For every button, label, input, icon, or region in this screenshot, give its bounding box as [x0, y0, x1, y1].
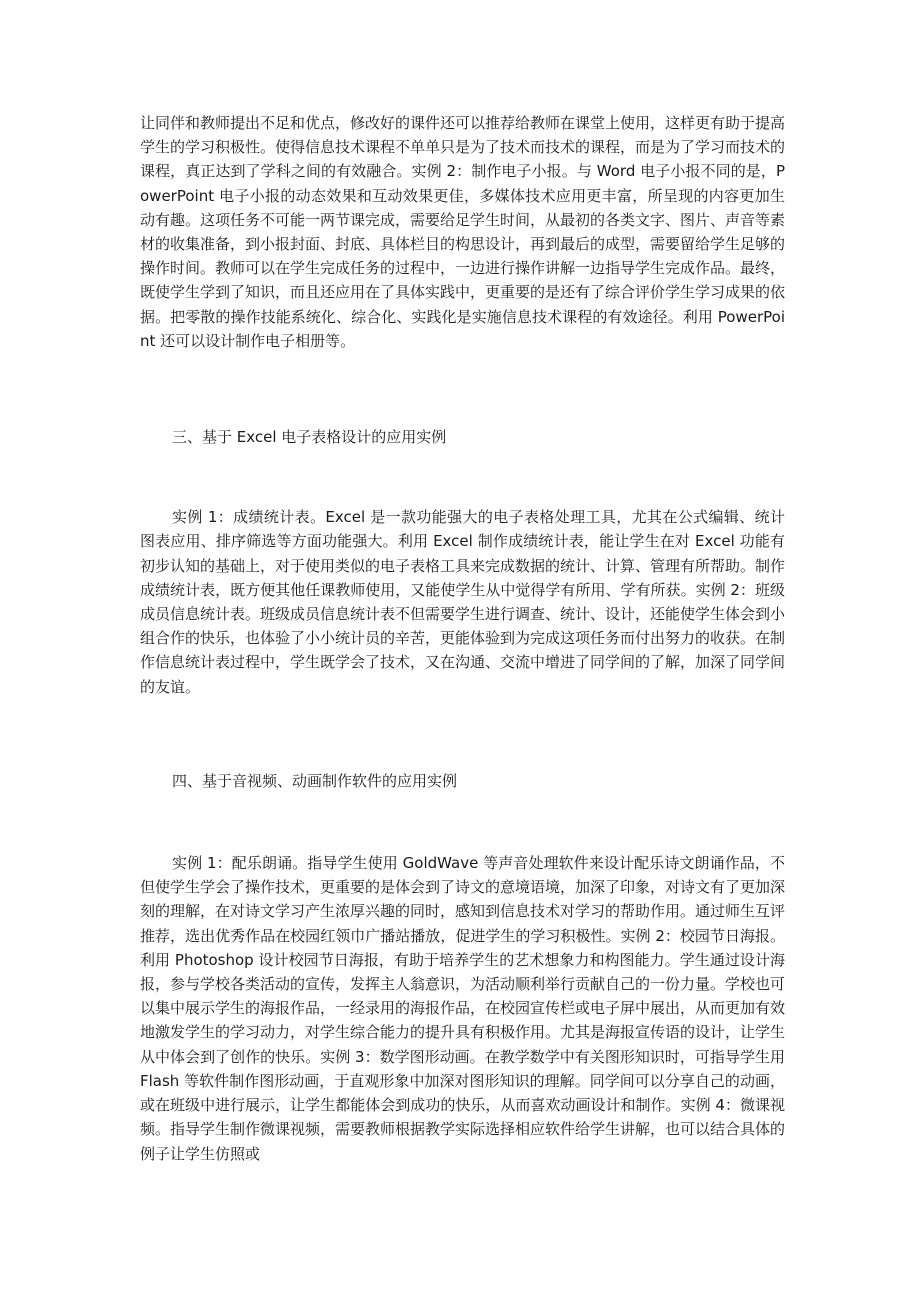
- paragraph-powerpoint-examples: 让同伴和教师提出不足和优点，修改好的课件还可以推荐给教师在课堂上使用，这样更有助于提高学生的学习积极性。使得信息技术课程不单单只是为了技术而技术的课程，而是为了学习而技术的课程，真正达到了学科之间的有效融合。实例 2：制作电子小报。与 Word 电子小报不同的是，PowerPoint 电子小报的动态效果和互动效果更佳，多媒体技术应用更丰富，所呈现的内容更加生动有趣。这项任务不可能一两节课完成，需要给足学生时间，从最初的各类文字、图片、声音等素材的收集准备，到小报封面、封底、具体栏目的构思设计，再到最后的成型，需要留给学生足够的操作时间。教师可以在学生完成任务的过程中，一边进行操作讲解一边指导学生完成作品。最终，既使学生学到了知识，而且还应用在了具体实践中，更重要的是还有了综合评价学生学习成果的依据。把零散的操作技能系统化、综合化、实践化是实施信息技术课程的有效途径。利用 PowerPoint 还可以设计制作电子相册等。: [140, 114, 786, 350]
- section-spacer: [140, 793, 785, 851]
- paragraph-media-examples: 实例 1：配乐朗诵。指导学生使用 GoldWave 等声音处理软件来设计配乐诗文朗诵作品，不但使学生学会了操作技术，更重要的是体会到了诗文的意境语境，加深了印象，对诗文有了更加深刻的理解，在对诗文学习产生浓厚兴趣的同时，感知到信息技术对学习的帮助作用。通过师生互评推荐，选出优秀作品在校园红领巾广播站播放，促进学生的学习积极性。实例 2：校园节日海报。利用 Photoshop 设计校园节日海报，有助于培养学生的艺术想象力和构图能力。学生通过设计海报，参与学校各类活动的宣传，发挥主人翁意识，为活动顺利举行贡献自己的一份力量。学校也可以集中展示学生的海报作品，一经录用的海报作品，在校园宣传栏或电子屏中展出，从而更加有效地激发学生的学习动力，对学生综合能力的提升具有积极作用。尤其是海报宣传语的设计，让学生从中体会到了创作的快乐。实例 3：数学图形动画。在教学数学中有关图形知识时，可指导学生用 Flash 等软件制作图形动画，于直观形象中加深对图形知识的理解。同学间可以分享自己的动画，或在班级中进行展示，让学生都能体会到成功的快乐，从而喜欢动画设计和制作。实例 4：微课视频。指导学生制作微课视频，需要教师根据教学实际选择相应软件给学生讲解，也可以结合具体的例子让学生仿照或: [140, 854, 786, 1163]
- section-spacer: [140, 449, 785, 505]
- document-body: [140, 111, 785, 1166]
- section-spacer: [140, 699, 785, 769]
- paragraph-excel-examples: 实例 1：成绩统计表。Excel 是一款功能强大的电子表格处理工具，尤其在公式编辑、统计图表应用、排序筛选等方面功能强大。利用 Excel 制作成绩统计表，能让学生在对 Excel 功能有初步认知的基础上，对于使用类似的电子表格工具来完成数据的统计、计算、管理有所帮助。制作成绩统计表，既方便其他任课教师使用，又能使学生从中觉得学有所用、学有所获。实例 2：班级成员信息统计表。班级成员信息统计表不但需要学生进行调查、统计、设计，还能使学生体会到小组合作的快乐，也体验了小小统计员的辛苦，更能体验到为完成这项任务而付出努力的收获。在制作信息统计表过程中，学生既学会了技术，又在沟通、交流中增进了同学间的了解，加深了同学间的友谊。: [140, 508, 786, 696]
- section-spacer: [140, 353, 785, 425]
- section-heading-excel: 三、基于 Excel 电子表格设计的应用实例: [172, 428, 447, 447]
- section-heading-media: 四、基于音视频、动画制作软件的应用实例: [172, 771, 458, 790]
